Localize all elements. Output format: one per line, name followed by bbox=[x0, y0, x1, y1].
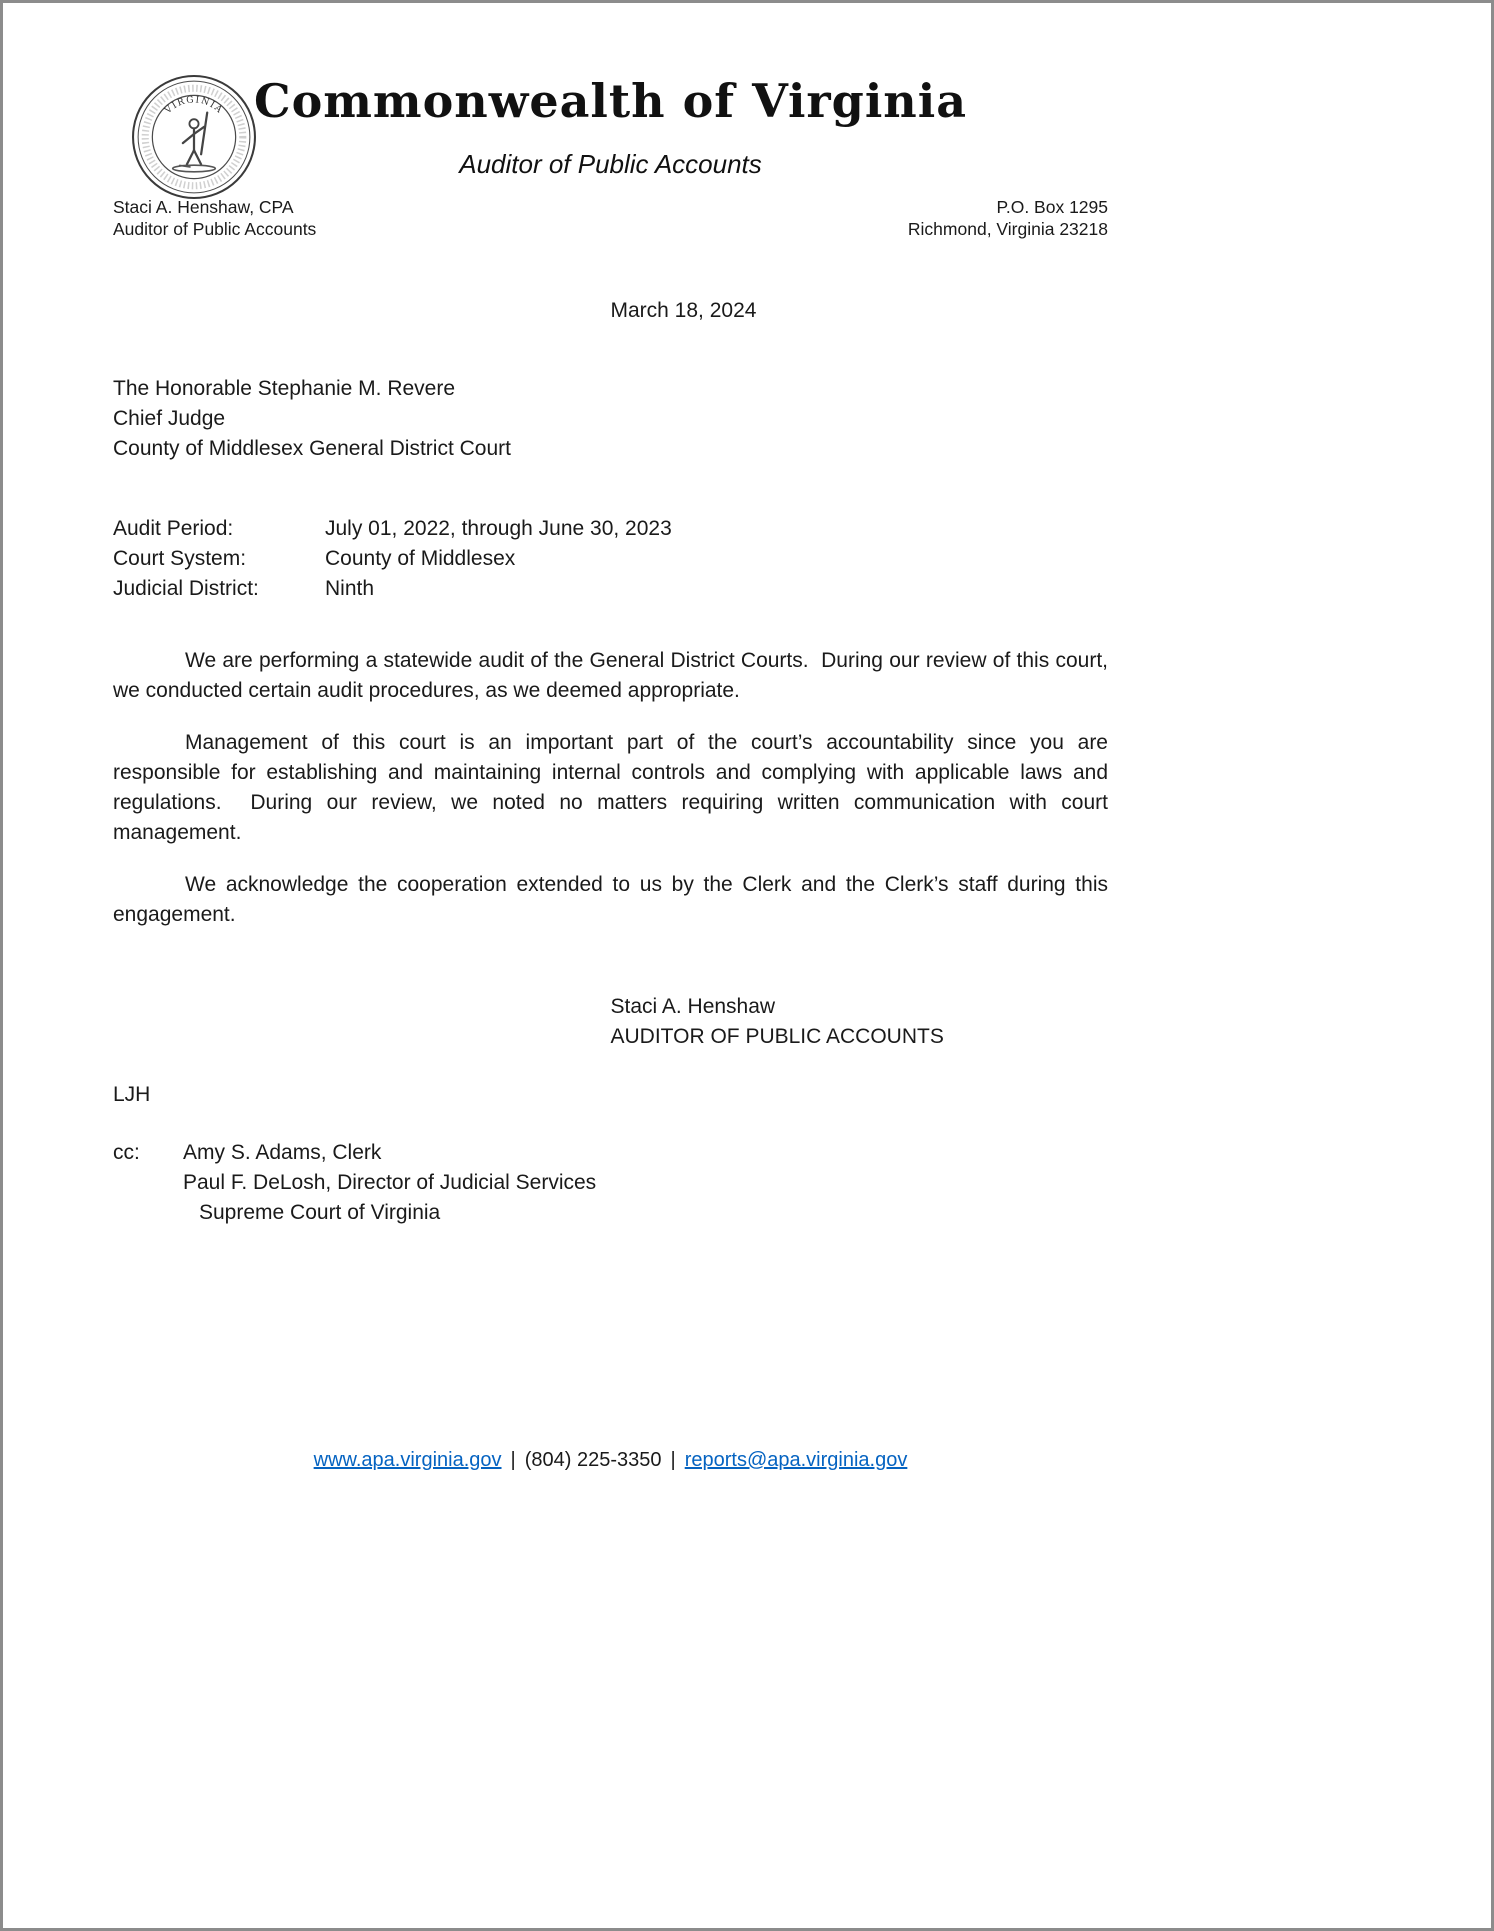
letterhead-subtitle: Auditor of Public Accounts bbox=[459, 148, 762, 179]
audit-period-row bbox=[113, 514, 1108, 544]
email-link[interactable]: reports@apa.virginia.gov bbox=[684, 1449, 908, 1471]
signature-name: Staci A. Henshaw bbox=[610, 995, 776, 1019]
signature-title: AUDITOR OF PUBLIC ACCOUNTS bbox=[610, 1025, 944, 1049]
recipient-block bbox=[113, 374, 1108, 464]
address-line-2: Richmond, Virginia 23218 bbox=[907, 219, 1108, 240]
cc-label: cc: bbox=[113, 1141, 140, 1165]
official-name: Staci A. Henshaw, CPA bbox=[113, 196, 294, 217]
court-system-value: County of Middlesex bbox=[325, 547, 516, 571]
letterhead-contact-row bbox=[113, 196, 1108, 242]
cc-line: Supreme Court of Virginia bbox=[199, 1201, 441, 1225]
virginia-state-seal-icon bbox=[131, 74, 257, 200]
footer-separator: | bbox=[670, 1449, 676, 1471]
cc-line: Amy S. Adams, Clerk bbox=[183, 1141, 382, 1165]
judicial-district-row bbox=[113, 574, 1108, 604]
phone-number: (804) 225-3350 bbox=[524, 1449, 662, 1471]
judicial-district-label: Judicial District: bbox=[113, 577, 259, 601]
recipient-name: The Honorable Stephanie M. Revere bbox=[113, 377, 456, 401]
body-paragraph: We acknowledge the cooperation extended to us by the Clerk and the Clerk’s staff during this engagement. bbox=[113, 873, 1114, 927]
body-paragraph: We are performing a statewide audit of the General District Courts. During our review of this court, we conducted certain audit procedures, as we deemed appropriate. bbox=[113, 649, 1114, 703]
cc-block bbox=[113, 1138, 1108, 1228]
letterhead bbox=[113, 3, 1108, 241]
recipient-court: County of Middlesex General District Court bbox=[113, 437, 511, 461]
body-paragraph: Management of this court is an important part of the court’s accountability since you are responsible for establishing and maintaining internal controls and complying with applicable laws and regulations. During our review, we noted no matters requiring written communication with court management. bbox=[113, 731, 1114, 845]
letter-body bbox=[113, 646, 1114, 930]
official-title: Auditor of Public Accounts bbox=[113, 219, 317, 240]
cc-line: Paul F. DeLosh, Director of Judicial Services bbox=[183, 1171, 597, 1195]
letterhead-title: Commonwealth of Virginia bbox=[253, 74, 968, 128]
court-system-label: Court System: bbox=[113, 547, 247, 571]
website-link[interactable]: www.apa.virginia.gov bbox=[313, 1449, 502, 1471]
recipient-title: Chief Judge bbox=[113, 407, 226, 431]
office-address-block bbox=[908, 196, 1108, 242]
audit-period-value: July 01, 2022, through June 30, 2023 bbox=[325, 517, 672, 541]
preparer-initials: LJH bbox=[113, 1083, 151, 1107]
svg-text:VIRGINIA: VIRGINIA bbox=[163, 95, 225, 117]
letter-footer bbox=[113, 1446, 1108, 1474]
official-contact-block bbox=[113, 196, 316, 242]
signature-block bbox=[113, 992, 1108, 1052]
footer-separator: | bbox=[510, 1449, 516, 1471]
court-system-row bbox=[113, 544, 1108, 574]
masthead bbox=[113, 76, 1108, 180]
letter-date-line bbox=[113, 296, 1108, 326]
audit-period-label: Audit Period: bbox=[113, 517, 234, 541]
audit-info-block bbox=[113, 514, 1108, 604]
judicial-district-value: Ninth bbox=[325, 577, 375, 601]
address-line-1: P.O. Box 1295 bbox=[996, 196, 1108, 217]
letter-date: March 18, 2024 bbox=[610, 299, 757, 323]
